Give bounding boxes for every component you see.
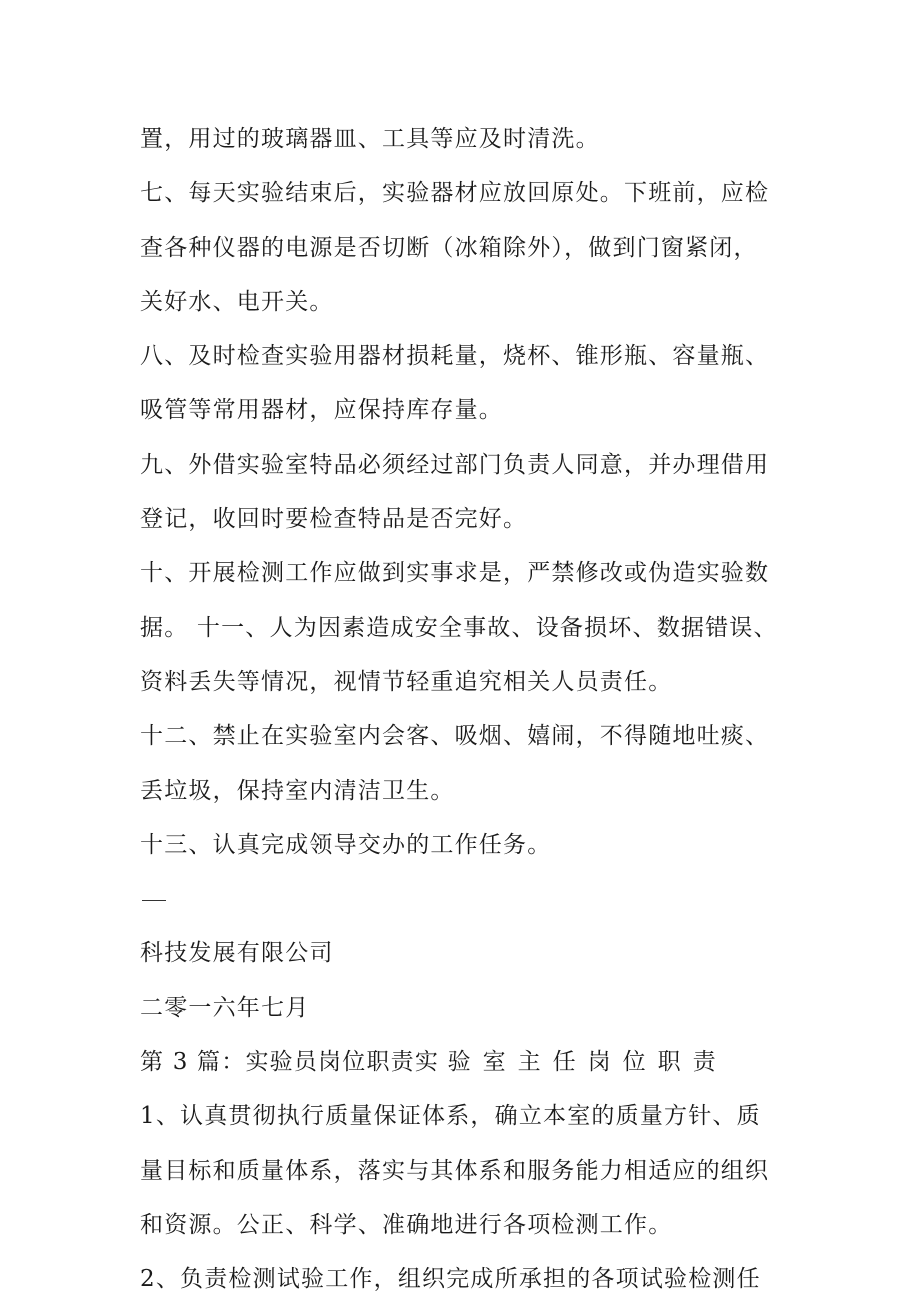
document-date: 二零一六年七月 [140, 994, 310, 1021]
text-line: 丢垃圾，保持室内清洁卫生。 [140, 777, 455, 804]
text-line: 八、及时检查实验用器材损耗量，烧杯、锥形瓶、容量瓶、 [140, 343, 770, 370]
text-line: 十、开展检测工作应做到实事求是，严禁修改或伪造实验数 [140, 560, 770, 587]
separator-rule [142, 900, 166, 901]
text-line: 2、负责检测试验工作，组织完成所承担的各项试验检测任 [140, 1266, 761, 1293]
text-line: 1、认真贯彻执行质量保证体系，确立本室的质量方针、质 [140, 1103, 761, 1130]
text-line: 据。 十一、人为因素造成安全事故、设备损坏、数据错误、 [140, 614, 778, 641]
text-line: 查各种仪器的电源是否切断（冰箱除外），做到门窗紧闭， [140, 234, 758, 261]
section-heading-title: 验室主任岗位职责 [447, 1049, 728, 1076]
text-line: 七、每天实验结束后，实验器材应放回原处。下班前，应检 [140, 180, 770, 207]
section-heading-prefix: 第 3 篇：实验员岗位职责实 [140, 1049, 448, 1076]
text-line: 置，用过的玻璃器皿、工具等应及时清洗。 [140, 126, 600, 152]
text-line: 登记，收回时要检查特品是否完好。 [140, 506, 528, 533]
text-line: 十三、认真完成领导交办的工作任务。 [140, 831, 552, 858]
company-name: 科技发展有限公司 [140, 940, 334, 967]
text-line: 吸管等常用器材，应保持库存量。 [140, 397, 503, 424]
text-line: 资料丢失等情况，视情节轻重追究相关人员责任。 [140, 668, 673, 695]
text-line: 量目标和质量体系，落实与其体系和服务能力相适应的组织 [140, 1157, 770, 1184]
text-line: 九、外借实验室特品必须经过部门负责人同意，并办理借用 [140, 451, 770, 478]
document-page [140, 112, 820, 1307]
separator [140, 872, 820, 926]
section-heading [140, 1035, 820, 1089]
text-line: 十二、禁止在实验室内会客、吸烟、嬉闹，不得随地吐痰、 [140, 723, 770, 750]
text-line: 关好水、电开关。 [140, 288, 334, 315]
text-line: 和资源。公正、科学、准确地进行各项检测工作。 [140, 1211, 673, 1238]
